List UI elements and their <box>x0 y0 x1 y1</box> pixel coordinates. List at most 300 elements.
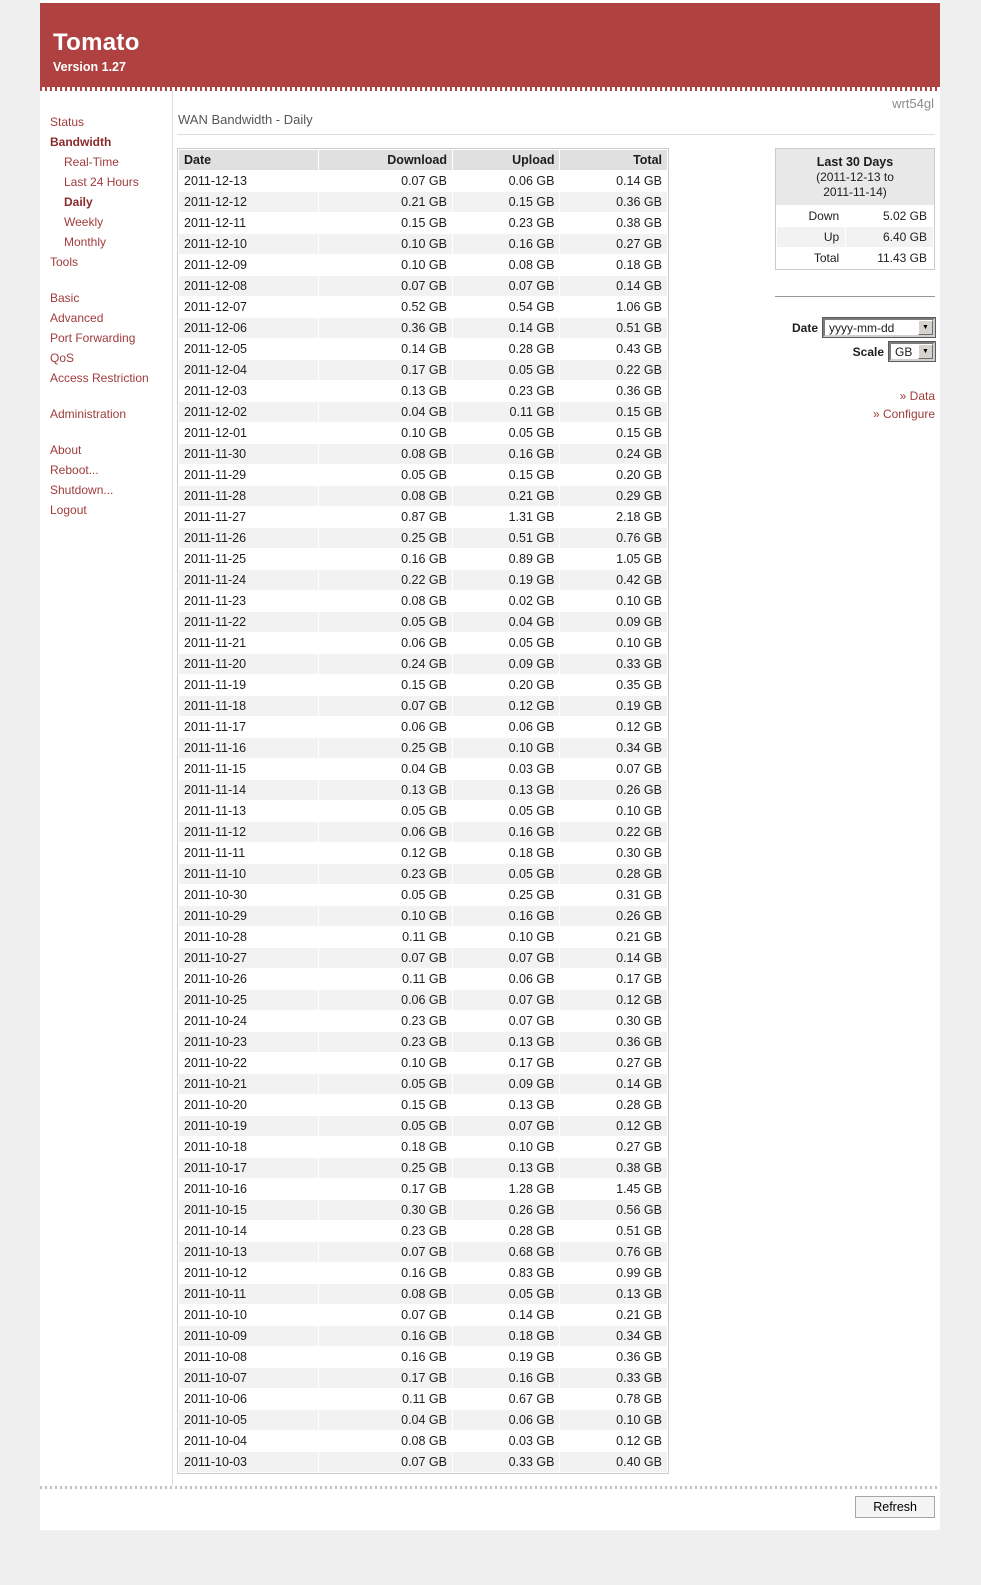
sidebar-item-logout[interactable]: Logout <box>50 503 87 517</box>
cell-download: 0.22 GB <box>319 570 452 590</box>
sidebar-item-last-24-hours[interactable]: Last 24 Hours <box>64 175 139 189</box>
cell-upload: 0.10 GB <box>453 1137 559 1157</box>
sidebar-item-qos[interactable]: QoS <box>50 351 75 365</box>
table-row <box>179 969 667 989</box>
cell-total: 0.20 GB <box>560 465 667 485</box>
cell-total: 0.15 GB <box>560 402 667 422</box>
cell-date: 2011-12-06 <box>179 318 318 338</box>
cell-download: 0.05 GB <box>319 465 452 485</box>
cell-date: 2011-11-11 <box>179 843 318 863</box>
cell-download: 0.23 GB <box>319 1032 452 1052</box>
cell-total: 1.06 GB <box>560 297 667 317</box>
column-header-download: Download <box>319 150 452 170</box>
table-row <box>179 822 667 842</box>
cell-download: 0.25 GB <box>319 528 452 548</box>
cell-upload: 0.16 GB <box>453 1368 559 1388</box>
cell-date: 2011-10-04 <box>179 1431 318 1451</box>
cell-date: 2011-11-24 <box>179 570 318 590</box>
table-row <box>179 297 667 317</box>
cell-date: 2011-10-07 <box>179 1368 318 1388</box>
cell-download: 0.10 GB <box>319 1053 452 1073</box>
date-label: Date <box>791 320 818 335</box>
cell-date: 2011-10-22 <box>179 1053 318 1073</box>
cell-download: 0.17 GB <box>319 1368 452 1388</box>
scale-field-row <box>775 342 935 361</box>
cell-date: 2011-10-27 <box>179 948 318 968</box>
sidebar-item-port-forwarding[interactable]: Port Forwarding <box>50 331 136 345</box>
sidebar-item-advanced[interactable]: Advanced <box>50 311 104 325</box>
sidebar-item-about[interactable]: About <box>50 443 82 457</box>
cell-upload: 0.05 GB <box>453 864 559 884</box>
cell-date: 2011-10-26 <box>179 969 318 989</box>
router-name: wrt54gl <box>892 96 934 111</box>
cell-date: 2011-10-06 <box>179 1389 318 1409</box>
table-row <box>179 549 667 569</box>
cell-download: 0.15 GB <box>319 213 452 233</box>
table-row <box>179 1263 667 1283</box>
table-row <box>179 1200 667 1220</box>
table-row <box>179 843 667 863</box>
refresh-button[interactable]: Refresh <box>855 1496 935 1518</box>
cell-download: 0.18 GB <box>319 1137 452 1157</box>
table-row <box>179 360 667 380</box>
cell-total: 0.35 GB <box>560 675 667 695</box>
cell-download: 0.08 GB <box>319 486 452 506</box>
cell-date: 2011-11-30 <box>179 444 318 464</box>
table-row <box>179 1116 667 1136</box>
cell-upload: 0.06 GB <box>453 717 559 737</box>
cell-download: 0.07 GB <box>319 1242 452 1262</box>
cell-upload: 0.06 GB <box>453 171 559 191</box>
cell-upload: 0.07 GB <box>453 1116 559 1136</box>
summary-box <box>775 148 935 270</box>
cell-upload: 0.05 GB <box>453 423 559 443</box>
cell-date: 2011-12-09 <box>179 255 318 275</box>
cell-download: 0.05 GB <box>319 612 452 632</box>
cell-date: 2011-11-14 <box>179 780 318 800</box>
column-header-upload: Upload <box>453 150 559 170</box>
cell-date: 2011-10-09 <box>179 1326 318 1346</box>
cell-total: 0.24 GB <box>560 444 667 464</box>
table-row <box>179 1305 667 1325</box>
cell-upload: 0.07 GB <box>453 948 559 968</box>
cell-date: 2011-10-14 <box>179 1221 318 1241</box>
cell-upload: 0.68 GB <box>453 1242 559 1262</box>
cell-total: 0.36 GB <box>560 1347 667 1367</box>
cell-upload: 0.10 GB <box>453 927 559 947</box>
side-panel <box>775 148 935 424</box>
table-row <box>179 990 667 1010</box>
cell-download: 0.23 GB <box>319 1011 452 1031</box>
cell-total: 0.22 GB <box>560 822 667 842</box>
sidebar-item-weekly[interactable]: Weekly <box>64 215 104 229</box>
table-row <box>179 801 667 821</box>
cell-total: 0.12 GB <box>560 1431 667 1451</box>
cell-download: 0.08 GB <box>319 444 452 464</box>
table-row <box>179 1032 667 1052</box>
cell-upload: 0.23 GB <box>453 381 559 401</box>
cell-download: 0.07 GB <box>319 1452 452 1472</box>
sidebar-menu <box>40 91 172 1486</box>
cell-date: 2011-10-30 <box>179 885 318 905</box>
summary-range-line1: (2011-12-13 to <box>816 170 894 184</box>
cell-total: 0.26 GB <box>560 906 667 926</box>
cell-download: 0.10 GB <box>319 234 452 254</box>
cell-total: 0.19 GB <box>560 696 667 716</box>
cell-download: 0.23 GB <box>319 864 452 884</box>
chevron-down-icon[interactable]: ▼ <box>918 320 933 335</box>
table-row <box>179 1389 667 1409</box>
cell-total: 0.15 GB <box>560 423 667 443</box>
cell-date: 2011-10-18 <box>179 1137 318 1157</box>
cell-total: 0.40 GB <box>560 1452 667 1472</box>
table-row <box>179 507 667 527</box>
cell-total: 0.10 GB <box>560 633 667 653</box>
cell-download: 0.30 GB <box>319 1200 452 1220</box>
scale-select[interactable] <box>889 342 935 361</box>
cell-download: 0.07 GB <box>319 276 452 296</box>
table-row <box>179 1452 667 1472</box>
cell-download: 0.17 GB <box>319 1179 452 1199</box>
panel-links <box>775 388 935 422</box>
cell-date: 2011-12-03 <box>179 381 318 401</box>
table-header-row <box>179 150 667 170</box>
cell-date: 2011-10-20 <box>179 1095 318 1115</box>
sidebar-item-basic[interactable]: Basic <box>50 291 80 305</box>
cell-upload: 1.31 GB <box>453 507 559 527</box>
table-row <box>179 1368 667 1388</box>
cell-total: 0.27 GB <box>560 1137 667 1157</box>
table-row <box>179 927 667 947</box>
cell-total: 0.36 GB <box>560 381 667 401</box>
cell-total: 2.18 GB <box>560 507 667 527</box>
summary-value: 11.43 GB <box>877 251 927 265</box>
cell-total: 0.36 GB <box>560 192 667 212</box>
cell-upload: 0.19 GB <box>453 1347 559 1367</box>
table-row <box>179 696 667 716</box>
table-row <box>179 1074 667 1094</box>
content-header <box>177 91 935 135</box>
cell-total: 0.14 GB <box>560 171 667 191</box>
table-row <box>179 402 667 422</box>
cell-total: 0.26 GB <box>560 780 667 800</box>
cell-upload: 0.04 GB <box>453 612 559 632</box>
cell-upload: 0.05 GB <box>453 360 559 380</box>
cell-download: 0.06 GB <box>319 633 452 653</box>
cell-upload: 0.54 GB <box>453 297 559 317</box>
table-row <box>179 738 667 758</box>
cell-download: 0.23 GB <box>319 1221 452 1241</box>
cell-date: 2011-11-16 <box>179 738 318 758</box>
table-row <box>179 528 667 548</box>
content-body <box>177 135 935 1474</box>
cell-upload: 0.05 GB <box>453 633 559 653</box>
panel-link-row <box>775 388 935 404</box>
summary-range-line2: 2011-11-14) <box>823 185 887 199</box>
cell-upload: 0.20 GB <box>453 675 559 695</box>
cell-date: 2011-12-01 <box>179 423 318 443</box>
cell-total: 0.76 GB <box>560 528 667 548</box>
cell-total: 0.99 GB <box>560 1263 667 1283</box>
cell-download: 0.11 GB <box>319 927 452 947</box>
cell-upload: 0.07 GB <box>453 276 559 296</box>
cell-upload: 0.13 GB <box>453 1158 559 1178</box>
cell-download: 0.36 GB <box>319 318 452 338</box>
cell-upload: 0.19 GB <box>453 570 559 590</box>
cell-total: 0.34 GB <box>560 738 667 758</box>
summary-label: Up <box>777 227 845 247</box>
table-row <box>179 1326 667 1346</box>
cell-upload: 0.89 GB <box>453 549 559 569</box>
cell-upload: 0.03 GB <box>453 759 559 779</box>
cell-date: 2011-10-21 <box>179 1074 318 1094</box>
cell-download: 0.08 GB <box>319 1284 452 1304</box>
cell-date: 2011-11-15 <box>179 759 318 779</box>
cell-download: 0.08 GB <box>319 1431 452 1451</box>
table-row <box>179 612 667 632</box>
cell-date: 2011-12-13 <box>179 171 318 191</box>
table-row <box>179 486 667 506</box>
table-row <box>179 759 667 779</box>
cell-total: 0.43 GB <box>560 339 667 359</box>
cell-download: 0.07 GB <box>319 696 452 716</box>
table-row <box>179 1347 667 1367</box>
cell-date: 2011-12-02 <box>179 402 318 422</box>
cell-upload: 0.13 GB <box>453 1095 559 1115</box>
cell-date: 2011-10-12 <box>179 1263 318 1283</box>
date-select[interactable] <box>823 318 935 337</box>
cell-total: 0.78 GB <box>560 1389 667 1409</box>
cell-date: 2011-11-20 <box>179 654 318 674</box>
cell-date: 2011-12-10 <box>179 234 318 254</box>
cell-date: 2011-10-19 <box>179 1116 318 1136</box>
table-row <box>179 1095 667 1115</box>
summary-label: Down <box>808 209 840 223</box>
bandwidth-table-body <box>179 171 667 1472</box>
table-row <box>179 213 667 233</box>
cell-date: 2011-10-23 <box>179 1032 318 1052</box>
cell-total: 0.10 GB <box>560 591 667 611</box>
cell-upload: 0.02 GB <box>453 591 559 611</box>
cell-date: 2011-10-15 <box>179 1200 318 1220</box>
cell-date: 2011-11-18 <box>179 696 318 716</box>
cell-date: 2011-11-21 <box>179 633 318 653</box>
cell-total: 1.45 GB <box>560 1179 667 1199</box>
cell-total: 0.12 GB <box>560 1116 667 1136</box>
cell-total: 0.13 GB <box>560 1284 667 1304</box>
cell-download: 0.21 GB <box>319 192 452 212</box>
cell-upload: 0.83 GB <box>453 1263 559 1283</box>
cell-date: 2011-10-13 <box>179 1242 318 1262</box>
scale-label: Scale <box>852 344 884 359</box>
cell-upload: 0.14 GB <box>453 1305 559 1325</box>
chevron-down-icon[interactable]: ▼ <box>918 344 933 359</box>
cell-total: 0.27 GB <box>560 234 667 254</box>
table-row <box>179 465 667 485</box>
sidebar-item-shutdown[interactable]: Shutdown... <box>50 483 114 497</box>
cell-upload: 0.51 GB <box>453 528 559 548</box>
panel-divider <box>775 296 935 297</box>
data-link[interactable]: » Data <box>899 389 935 403</box>
app-header <box>40 3 940 87</box>
table-row <box>179 234 667 254</box>
cell-total: 0.07 GB <box>560 759 667 779</box>
cell-upload: 0.18 GB <box>453 1326 559 1346</box>
cell-upload: 0.08 GB <box>453 255 559 275</box>
cell-download: 0.16 GB <box>319 549 452 569</box>
cell-upload: 0.03 GB <box>453 1431 559 1451</box>
cell-date: 2011-11-25 <box>179 549 318 569</box>
cell-download: 0.17 GB <box>319 360 452 380</box>
cell-total: 0.22 GB <box>560 360 667 380</box>
table-row <box>179 1053 667 1073</box>
sidebar-item-status[interactable]: Status <box>50 115 85 129</box>
table-row <box>179 591 667 611</box>
cell-upload: 0.06 GB <box>453 969 559 989</box>
table-row <box>179 1221 667 1241</box>
cell-date: 2011-10-05 <box>179 1410 318 1430</box>
cell-total: 0.56 GB <box>560 1200 667 1220</box>
table-row <box>179 780 667 800</box>
sidebar-item-tools[interactable]: Tools <box>50 255 79 269</box>
cell-upload: 0.16 GB <box>453 822 559 842</box>
table-row <box>179 318 667 338</box>
cell-date: 2011-11-28 <box>179 486 318 506</box>
summary-value: 5.02 GB <box>882 209 927 223</box>
cell-upload: 0.15 GB <box>453 192 559 212</box>
cell-download: 0.10 GB <box>319 255 452 275</box>
cell-date: 2011-11-27 <box>179 507 318 527</box>
cell-total: 0.14 GB <box>560 948 667 968</box>
cell-download: 0.15 GB <box>319 675 452 695</box>
cell-upload: 0.05 GB <box>453 801 559 821</box>
cell-total: 0.12 GB <box>560 990 667 1010</box>
cell-upload: 0.18 GB <box>453 843 559 863</box>
cell-upload: 0.06 GB <box>453 1410 559 1430</box>
cell-download: 0.05 GB <box>319 801 452 821</box>
summary-table <box>776 205 934 269</box>
cell-date: 2011-11-23 <box>179 591 318 611</box>
cell-upload: 0.05 GB <box>453 1284 559 1304</box>
cell-upload: 0.10 GB <box>453 738 559 758</box>
page <box>40 0 940 1530</box>
footer-bar <box>40 1489 940 1530</box>
sidebar-item-bandwidth[interactable]: Bandwidth <box>50 135 112 149</box>
cell-download: 0.04 GB <box>319 759 452 779</box>
sidebar-item-administration[interactable]: Administration <box>50 407 127 421</box>
sidebar-item-daily[interactable]: Daily <box>64 195 93 209</box>
cell-date: 2011-11-10 <box>179 864 318 884</box>
cell-download: 0.08 GB <box>319 591 452 611</box>
cell-download: 0.06 GB <box>319 717 452 737</box>
cell-date: 2011-11-17 <box>179 717 318 737</box>
cell-upload: 0.16 GB <box>453 906 559 926</box>
cell-total: 0.10 GB <box>560 801 667 821</box>
table-row <box>179 675 667 695</box>
cell-total: 0.38 GB <box>560 213 667 233</box>
table-row <box>179 171 667 191</box>
cell-total: 0.28 GB <box>560 1095 667 1115</box>
cell-date: 2011-12-11 <box>179 213 318 233</box>
table-row <box>179 444 667 464</box>
cell-total: 0.51 GB <box>560 1221 667 1241</box>
cell-total: 0.18 GB <box>560 255 667 275</box>
sidebar-item-reboot[interactable]: Reboot... <box>50 463 99 477</box>
scale-select-value: GB <box>895 344 913 359</box>
table-row <box>179 1011 667 1031</box>
table-row <box>179 1137 667 1157</box>
summary-row-down <box>777 206 933 226</box>
cell-upload: 0.14 GB <box>453 318 559 338</box>
cell-total: 0.36 GB <box>560 1032 667 1052</box>
cell-total: 0.30 GB <box>560 843 667 863</box>
cell-date: 2011-11-19 <box>179 675 318 695</box>
cell-upload: 0.07 GB <box>453 990 559 1010</box>
cell-download: 0.16 GB <box>319 1347 452 1367</box>
table-row <box>179 654 667 674</box>
summary-label: Total <box>813 251 840 265</box>
bandwidth-table-wrap <box>177 148 669 1474</box>
table-row <box>179 423 667 443</box>
cell-total: 0.34 GB <box>560 1326 667 1346</box>
cell-date: 2011-10-25 <box>179 990 318 1010</box>
cell-date: 2011-11-13 <box>179 801 318 821</box>
cell-date: 2011-12-12 <box>179 192 318 212</box>
cell-download: 0.07 GB <box>319 948 452 968</box>
cell-download: 0.52 GB <box>319 297 452 317</box>
cell-total: 0.30 GB <box>560 1011 667 1031</box>
cell-download: 0.24 GB <box>319 654 452 674</box>
table-row <box>179 1410 667 1430</box>
cell-download: 0.05 GB <box>319 1116 452 1136</box>
cell-download: 0.04 GB <box>319 402 452 422</box>
panel-link-row <box>775 406 935 422</box>
table-row <box>179 1242 667 1262</box>
table-row <box>179 1431 667 1451</box>
cell-download: 0.15 GB <box>319 1095 452 1115</box>
cell-download: 0.05 GB <box>319 885 452 905</box>
cell-date: 2011-10-16 <box>179 1179 318 1199</box>
bandwidth-table <box>177 148 669 1474</box>
table-row <box>179 1158 667 1178</box>
cell-upload: 0.16 GB <box>453 234 559 254</box>
table-row <box>179 717 667 737</box>
cell-total: 0.14 GB <box>560 276 667 296</box>
cell-upload: 0.07 GB <box>453 1011 559 1031</box>
cell-total: 0.12 GB <box>560 717 667 737</box>
cell-date: 2011-10-10 <box>179 1305 318 1325</box>
cell-download: 0.14 GB <box>319 339 452 359</box>
cell-upload: 0.09 GB <box>453 654 559 674</box>
table-row <box>179 276 667 296</box>
summary-row-total <box>777 248 933 268</box>
cell-date: 2011-12-08 <box>179 276 318 296</box>
cell-upload: 0.21 GB <box>453 486 559 506</box>
cell-date: 2011-10-08 <box>179 1347 318 1367</box>
cell-upload: 0.28 GB <box>453 339 559 359</box>
column-header-total: Total <box>560 150 667 170</box>
table-row <box>179 864 667 884</box>
sidebar-item-access-restriction[interactable]: Access Restriction <box>50 371 149 385</box>
sidebar-item-real-time[interactable]: Real-Time <box>64 155 119 169</box>
cell-upload: 0.25 GB <box>453 885 559 905</box>
cell-total: 0.27 GB <box>560 1053 667 1073</box>
sidebar-item-monthly[interactable]: Monthly <box>64 235 107 249</box>
cell-upload: 0.09 GB <box>453 1074 559 1094</box>
cell-download: 0.13 GB <box>319 381 452 401</box>
table-row <box>179 906 667 926</box>
configure-link[interactable]: » Configure <box>872 407 935 421</box>
